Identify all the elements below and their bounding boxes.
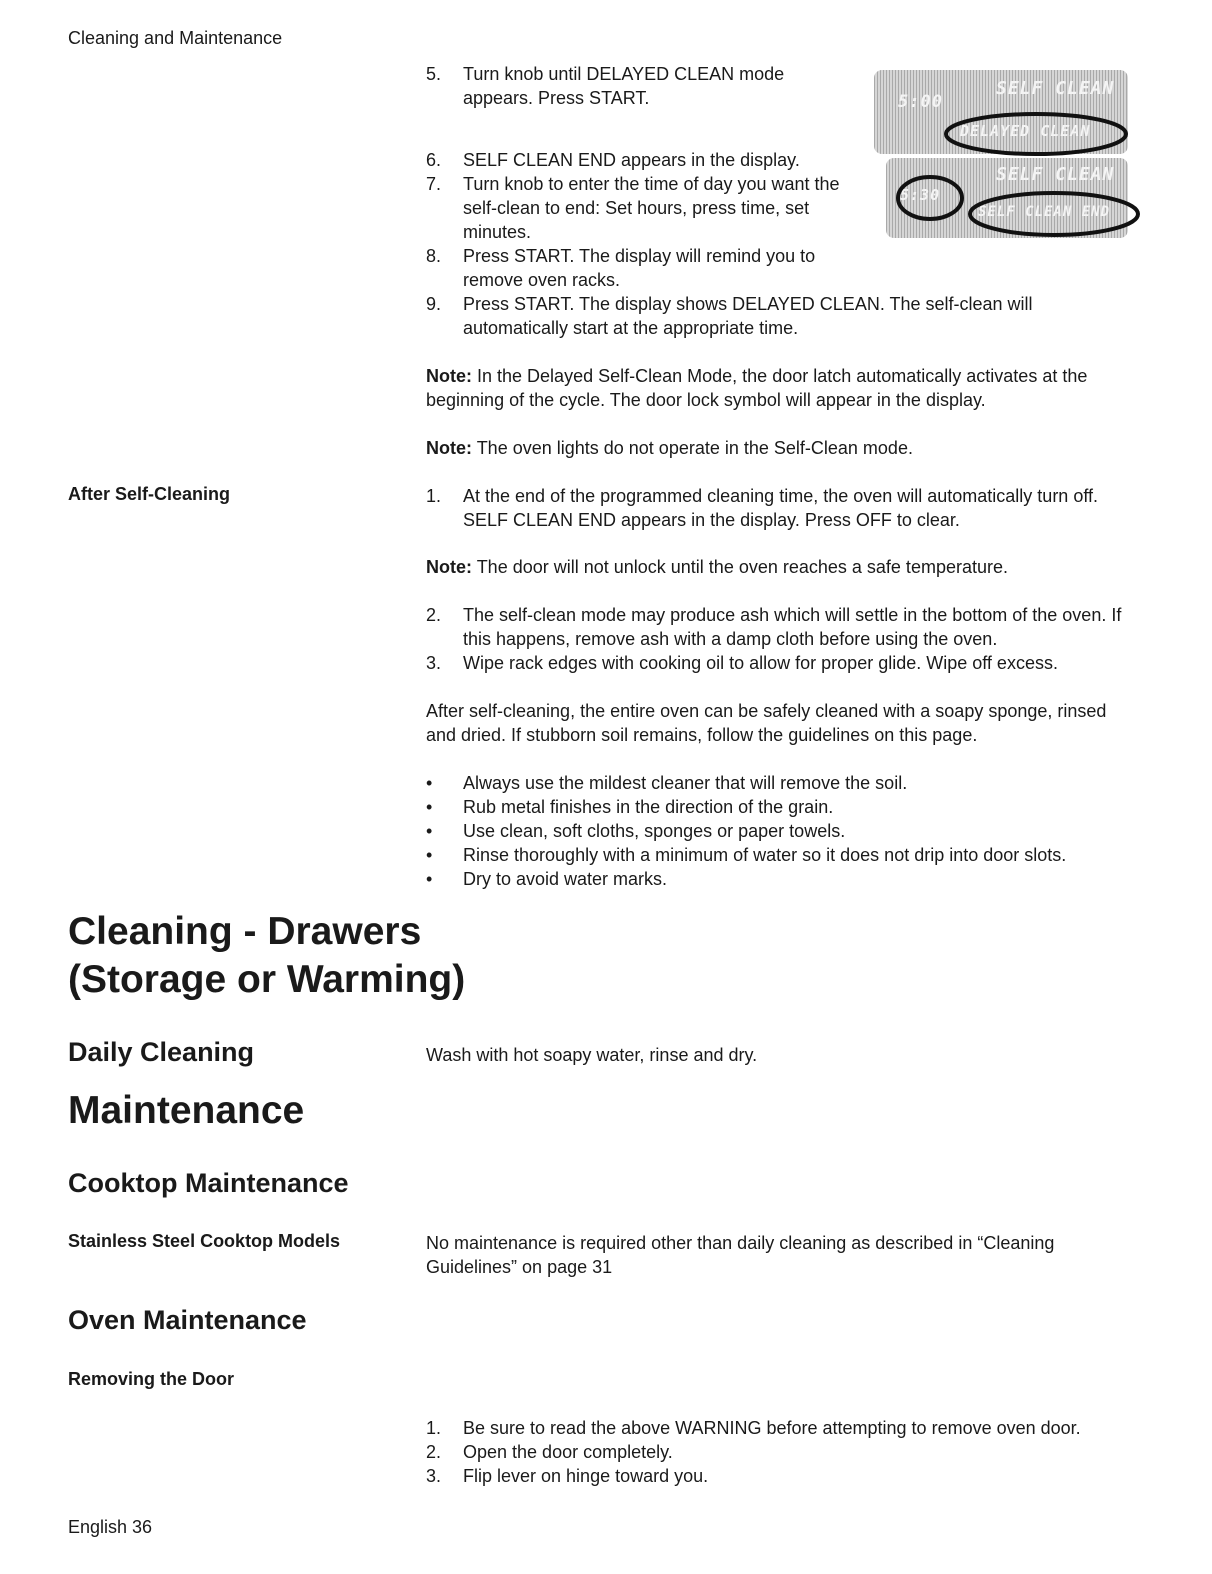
display-mode-text: SELF CLEAN (996, 164, 1115, 185)
list-item: 5. Turn knob until DELAYED CLEAN mode appears. Press START. (426, 64, 785, 108)
page-number: English 36 (68, 1517, 153, 1537)
list-item: • Rinse thoroughly with a minimum of water so it does not drip into door slots. (426, 845, 1067, 865)
note-door-latch: Note: In the Delayed Self-Clean Mode, the door latch automatically activates at the beginning of the cycle. The door lock symbol will appear in the display. (426, 366, 1088, 410)
list-item: 1. Be sure to read the above WARNING before attempting to remove oven door. (426, 1418, 1081, 1438)
bullet-icon: • (426, 773, 433, 793)
display-circled-text: DELAYED CLEAN (960, 122, 1091, 140)
list-item: • Rub metal finishes in the direction of the grain. (426, 797, 834, 817)
daily-cleaning-text: Wash with hot soapy water, rinse and dry. (426, 1045, 758, 1065)
after-cleaning-step1 (426, 484, 1146, 532)
after-cleaning-paragraph: After self-cleaning, the entire oven can be safely cleaned with a soapy sponge, rinsed and dried. If stubborn soil remains, follow the guidelines on this page. (426, 701, 1107, 745)
page-header: Cleaning and Maintenance (68, 28, 283, 48)
list-item: 8. Press START. The display will remind you to remove oven racks. (426, 246, 816, 290)
after-self-cleaning-label: After Self-Cleaning (68, 484, 231, 504)
list-item: 3. Wipe rack edges with cooking oil to allow for proper glide. Wipe off excess. (426, 653, 1058, 673)
list-item: 7. Turn knob to enter the time of day you want the self-clean to end: Set hours, press time, set minutes. (426, 174, 840, 242)
removing-door-label: Removing the Door (68, 1369, 235, 1389)
list-item: 2. The self-clean mode may produce ash which will settle in the bottom of the oven. If this happens, remove ash with a damp cloth before using the oven. (426, 605, 1122, 649)
drawers-title-line1: Cleaning - Drawers (68, 910, 422, 953)
after-cleaning-steps (426, 603, 1146, 675)
display-time-text: 5:30 (900, 186, 941, 204)
display-mode-text: SELF CLEAN (996, 78, 1115, 99)
list-item: • Use clean, soft cloths, sponges or paper towels. (426, 821, 846, 841)
bullet-icon: • (426, 821, 433, 841)
removing-door-steps (426, 1416, 1166, 1488)
display-time-text: 5:00 (898, 92, 943, 112)
note-door-unlock: Note: The door will not unlock until the oven reaches a safe temperature. (426, 557, 1008, 577)
delayed-clean-steps-c (426, 292, 1136, 340)
display-circled-text: SELF CLEAN END (978, 204, 1111, 220)
stainless-models-label: Stainless Steel Cooktop Models (68, 1231, 341, 1251)
cooktop-maintenance-heading: Cooktop Maintenance (68, 1168, 349, 1198)
list-item: 6. SELF CLEAN END appears in the display. (426, 150, 800, 170)
highlight-ellipse-icon (940, 108, 1132, 160)
list-item: • Dry to avoid water marks. (426, 869, 668, 889)
list-item: 3. Flip lever on hinge toward you. (426, 1466, 709, 1486)
bullet-icon: • (426, 845, 433, 865)
drawers-title-line2: (Storage or Warming) (68, 958, 466, 1001)
daily-cleaning-heading: Daily Cleaning (68, 1037, 255, 1067)
stainless-models-text: No maintenance is required other than daily cleaning as described in “Cleaning Guidelines” on page 31 (426, 1233, 1055, 1277)
maintenance-title: Maintenance (68, 1089, 305, 1132)
list-item: • Always use the mildest cleaner that will remove the soil. (426, 773, 908, 793)
delayed-clean-steps-a (426, 62, 856, 110)
highlight-circle-icon (894, 172, 966, 224)
list-item: 1. At the end of the programmed cleaning time, the oven will automatically turn off. SELF CLEAN END appears in the display. Press OFF to clear. (426, 486, 1099, 530)
list-item: 9. Press START. The display shows DELAYED CLEAN. The self-clean will automatically start at the appropriate time. (426, 294, 1033, 338)
oven-maintenance-heading: Oven Maintenance (68, 1305, 307, 1335)
cleaning-tips-list (426, 771, 1146, 891)
bullet-icon: • (426, 869, 433, 889)
delayed-clean-steps-b (426, 148, 856, 292)
bullet-icon: • (426, 797, 433, 817)
highlight-ellipse-icon (964, 188, 1144, 240)
note-oven-lights: Note: The oven lights do not operate in the Self-Clean mode. (426, 438, 913, 458)
list-item: 2. Open the door completely. (426, 1442, 673, 1462)
